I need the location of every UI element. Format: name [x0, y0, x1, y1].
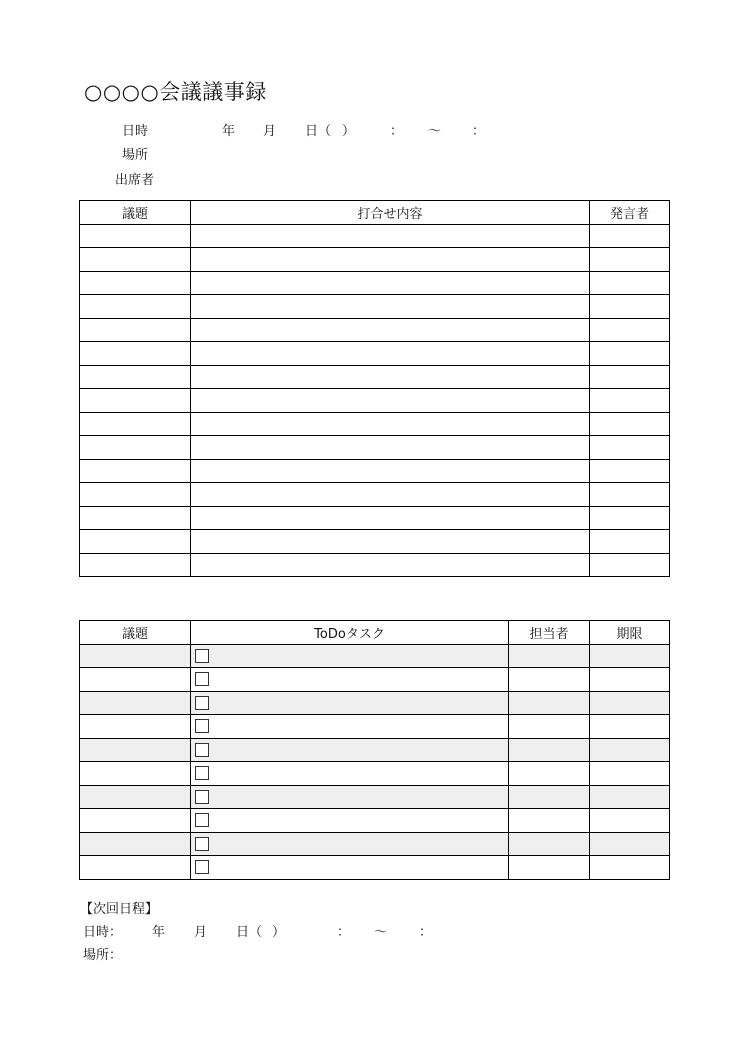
discussion-cell[interactable]: [191, 248, 590, 272]
minutes-row: [80, 365, 670, 389]
speaker-cell[interactable]: [590, 506, 670, 530]
agenda-cell[interactable]: [80, 365, 191, 389]
todo-row: [80, 715, 670, 739]
speaker-cell[interactable]: [590, 436, 670, 460]
task-checkbox[interactable]: [195, 860, 209, 874]
discussion-cell[interactable]: [191, 553, 590, 577]
assignee-cell[interactable]: [509, 856, 590, 880]
agenda-cell[interactable]: [80, 459, 191, 483]
todo-row: [80, 691, 670, 715]
minutes-table: [79, 200, 670, 577]
task-cell[interactable]: [191, 738, 509, 762]
agenda-cell[interactable]: [80, 553, 191, 577]
agenda-cell[interactable]: [80, 832, 191, 856]
agenda-cell[interactable]: [80, 318, 191, 342]
minutes-row: [80, 506, 670, 530]
col-speaker: 発言者: [590, 201, 670, 225]
agenda-cell[interactable]: [80, 506, 191, 530]
agenda-cell[interactable]: [80, 248, 191, 272]
discussion-cell[interactable]: [191, 318, 590, 342]
agenda-cell[interactable]: [80, 530, 191, 554]
speaker-cell[interactable]: [590, 248, 670, 272]
agenda-cell[interactable]: [80, 762, 191, 786]
minutes-row: [80, 436, 670, 460]
speaker-cell[interactable]: [590, 271, 670, 295]
agenda-cell[interactable]: [80, 809, 191, 833]
date-month: 月: [263, 124, 277, 139]
minutes-row: [80, 483, 670, 507]
minutes-row: [80, 553, 670, 577]
task-checkbox[interactable]: [195, 672, 209, 686]
task-checkbox[interactable]: [195, 743, 209, 757]
discussion-cell[interactable]: [191, 224, 590, 248]
task-cell[interactable]: [191, 644, 509, 668]
discussion-cell[interactable]: [191, 342, 590, 366]
discussion-cell[interactable]: [191, 436, 590, 460]
speaker-cell[interactable]: [590, 530, 670, 554]
agenda-cell[interactable]: [80, 436, 191, 460]
discussion-cell[interactable]: [191, 530, 590, 554]
attendees-label: 出席者: [115, 173, 155, 188]
assignee-cell[interactable]: [509, 738, 590, 762]
col-agenda: 議題: [80, 201, 191, 225]
col-deadline: 期限: [590, 621, 670, 645]
task-cell[interactable]: [191, 785, 509, 809]
todo-table: [79, 620, 670, 880]
deadline-cell[interactable]: [590, 785, 670, 809]
todo-row: [80, 832, 670, 856]
deadline-cell[interactable]: [590, 809, 670, 833]
next-schedule-heading: 【次回日程】: [80, 902, 159, 917]
assignee-cell[interactable]: [509, 715, 590, 739]
deadline-cell[interactable]: [590, 832, 670, 856]
task-checkbox[interactable]: [195, 790, 209, 804]
agenda-cell[interactable]: [80, 295, 191, 319]
todo-row: [80, 785, 670, 809]
place-label: 場所: [122, 148, 149, 163]
page-title: ○○○○会議議事録: [84, 80, 267, 104]
task-cell[interactable]: [191, 762, 509, 786]
next-date-day: 日（: [236, 925, 263, 940]
todo-row: [80, 762, 670, 786]
task-cell[interactable]: [191, 809, 509, 833]
todo-header-row: [80, 621, 670, 645]
assignee-cell[interactable]: [509, 668, 590, 692]
discussion-cell[interactable]: [191, 459, 590, 483]
speaker-cell[interactable]: [590, 342, 670, 366]
next-date-label: 日時：: [83, 925, 123, 940]
speaker-cell[interactable]: [590, 412, 670, 436]
speaker-cell[interactable]: [590, 459, 670, 483]
task-checkbox[interactable]: [195, 719, 209, 733]
date-label: 日時: [122, 124, 149, 139]
speaker-cell[interactable]: [590, 389, 670, 413]
minutes-row: [80, 389, 670, 413]
speaker-cell[interactable]: [590, 483, 670, 507]
minutes-header-row: [80, 201, 670, 225]
discussion-cell[interactable]: [191, 412, 590, 436]
agenda-cell[interactable]: [80, 715, 191, 739]
agenda-cell[interactable]: [80, 785, 191, 809]
speaker-cell[interactable]: [590, 365, 670, 389]
todo-row: [80, 738, 670, 762]
speaker-cell[interactable]: [590, 318, 670, 342]
deadline-cell[interactable]: [590, 762, 670, 786]
todo-row: [80, 856, 670, 880]
next-time-tilde: ～: [374, 925, 388, 940]
discussion-cell[interactable]: [191, 295, 590, 319]
speaker-cell[interactable]: [590, 224, 670, 248]
next-date-month: 月: [194, 925, 208, 940]
todo-row: [80, 668, 670, 692]
speaker-cell[interactable]: [590, 553, 670, 577]
minutes-row: [80, 271, 670, 295]
col-discussion: 打合せ内容: [191, 201, 590, 225]
deadline-cell[interactable]: [590, 691, 670, 715]
agenda-cell[interactable]: [80, 483, 191, 507]
discussion-cell[interactable]: [191, 506, 590, 530]
deadline-cell[interactable]: [590, 856, 670, 880]
discussion-cell[interactable]: [191, 483, 590, 507]
agenda-cell[interactable]: [80, 668, 191, 692]
task-checkbox[interactable]: [195, 649, 209, 663]
minutes-row: [80, 412, 670, 436]
task-cell[interactable]: [191, 832, 509, 856]
end-colon: ：: [472, 124, 486, 139]
minutes-row: [80, 224, 670, 248]
assignee-cell[interactable]: [509, 691, 590, 715]
task-cell[interactable]: [191, 691, 509, 715]
todo-row: [80, 644, 670, 668]
time-tilde: ～: [428, 124, 442, 139]
agenda-cell[interactable]: [80, 342, 191, 366]
minutes-row: [80, 459, 670, 483]
deadline-cell[interactable]: [590, 715, 670, 739]
deadline-cell[interactable]: [590, 738, 670, 762]
next-date-paren-close: ）: [272, 925, 286, 940]
minutes-row: [80, 248, 670, 272]
agenda-cell[interactable]: [80, 738, 191, 762]
deadline-cell[interactable]: [590, 668, 670, 692]
start-colon: ：: [390, 124, 404, 139]
assignee-cell[interactable]: [509, 762, 590, 786]
next-place-label: 場所：: [83, 948, 123, 963]
todo-row: [80, 809, 670, 833]
date-day: 日（: [305, 124, 332, 139]
task-checkbox[interactable]: [195, 766, 209, 780]
task-cell[interactable]: [191, 668, 509, 692]
minutes-row: [80, 530, 670, 554]
assignee-cell[interactable]: [509, 785, 590, 809]
discussion-cell[interactable]: [191, 365, 590, 389]
agenda-cell[interactable]: [80, 224, 191, 248]
next-start-colon: ：: [337, 925, 351, 940]
minutes-row: [80, 295, 670, 319]
agenda-cell[interactable]: [80, 856, 191, 880]
col-assignee: 担当者: [509, 621, 590, 645]
discussion-cell[interactable]: [191, 271, 590, 295]
col-agenda: 議題: [80, 621, 191, 645]
task-checkbox[interactable]: [195, 696, 209, 710]
assignee-cell[interactable]: [509, 644, 590, 668]
task-cell[interactable]: [191, 856, 509, 880]
col-todo-task: ToDoタスク: [191, 621, 509, 645]
date-paren-close: ）: [342, 124, 356, 139]
discussion-cell[interactable]: [191, 389, 590, 413]
task-cell[interactable]: [191, 715, 509, 739]
task-checkbox[interactable]: [195, 813, 209, 827]
assignee-cell[interactable]: [509, 832, 590, 856]
deadline-cell[interactable]: [590, 644, 670, 668]
agenda-cell[interactable]: [80, 644, 191, 668]
agenda-cell[interactable]: [80, 691, 191, 715]
minutes-row: [80, 342, 670, 366]
assignee-cell[interactable]: [509, 809, 590, 833]
next-date-year: 年: [152, 925, 166, 940]
minutes-row: [80, 318, 670, 342]
speaker-cell[interactable]: [590, 295, 670, 319]
next-end-colon: ：: [419, 925, 433, 940]
agenda-cell[interactable]: [80, 389, 191, 413]
agenda-cell[interactable]: [80, 271, 191, 295]
date-year: 年: [222, 124, 236, 139]
agenda-cell[interactable]: [80, 412, 191, 436]
task-checkbox[interactable]: [195, 837, 209, 851]
